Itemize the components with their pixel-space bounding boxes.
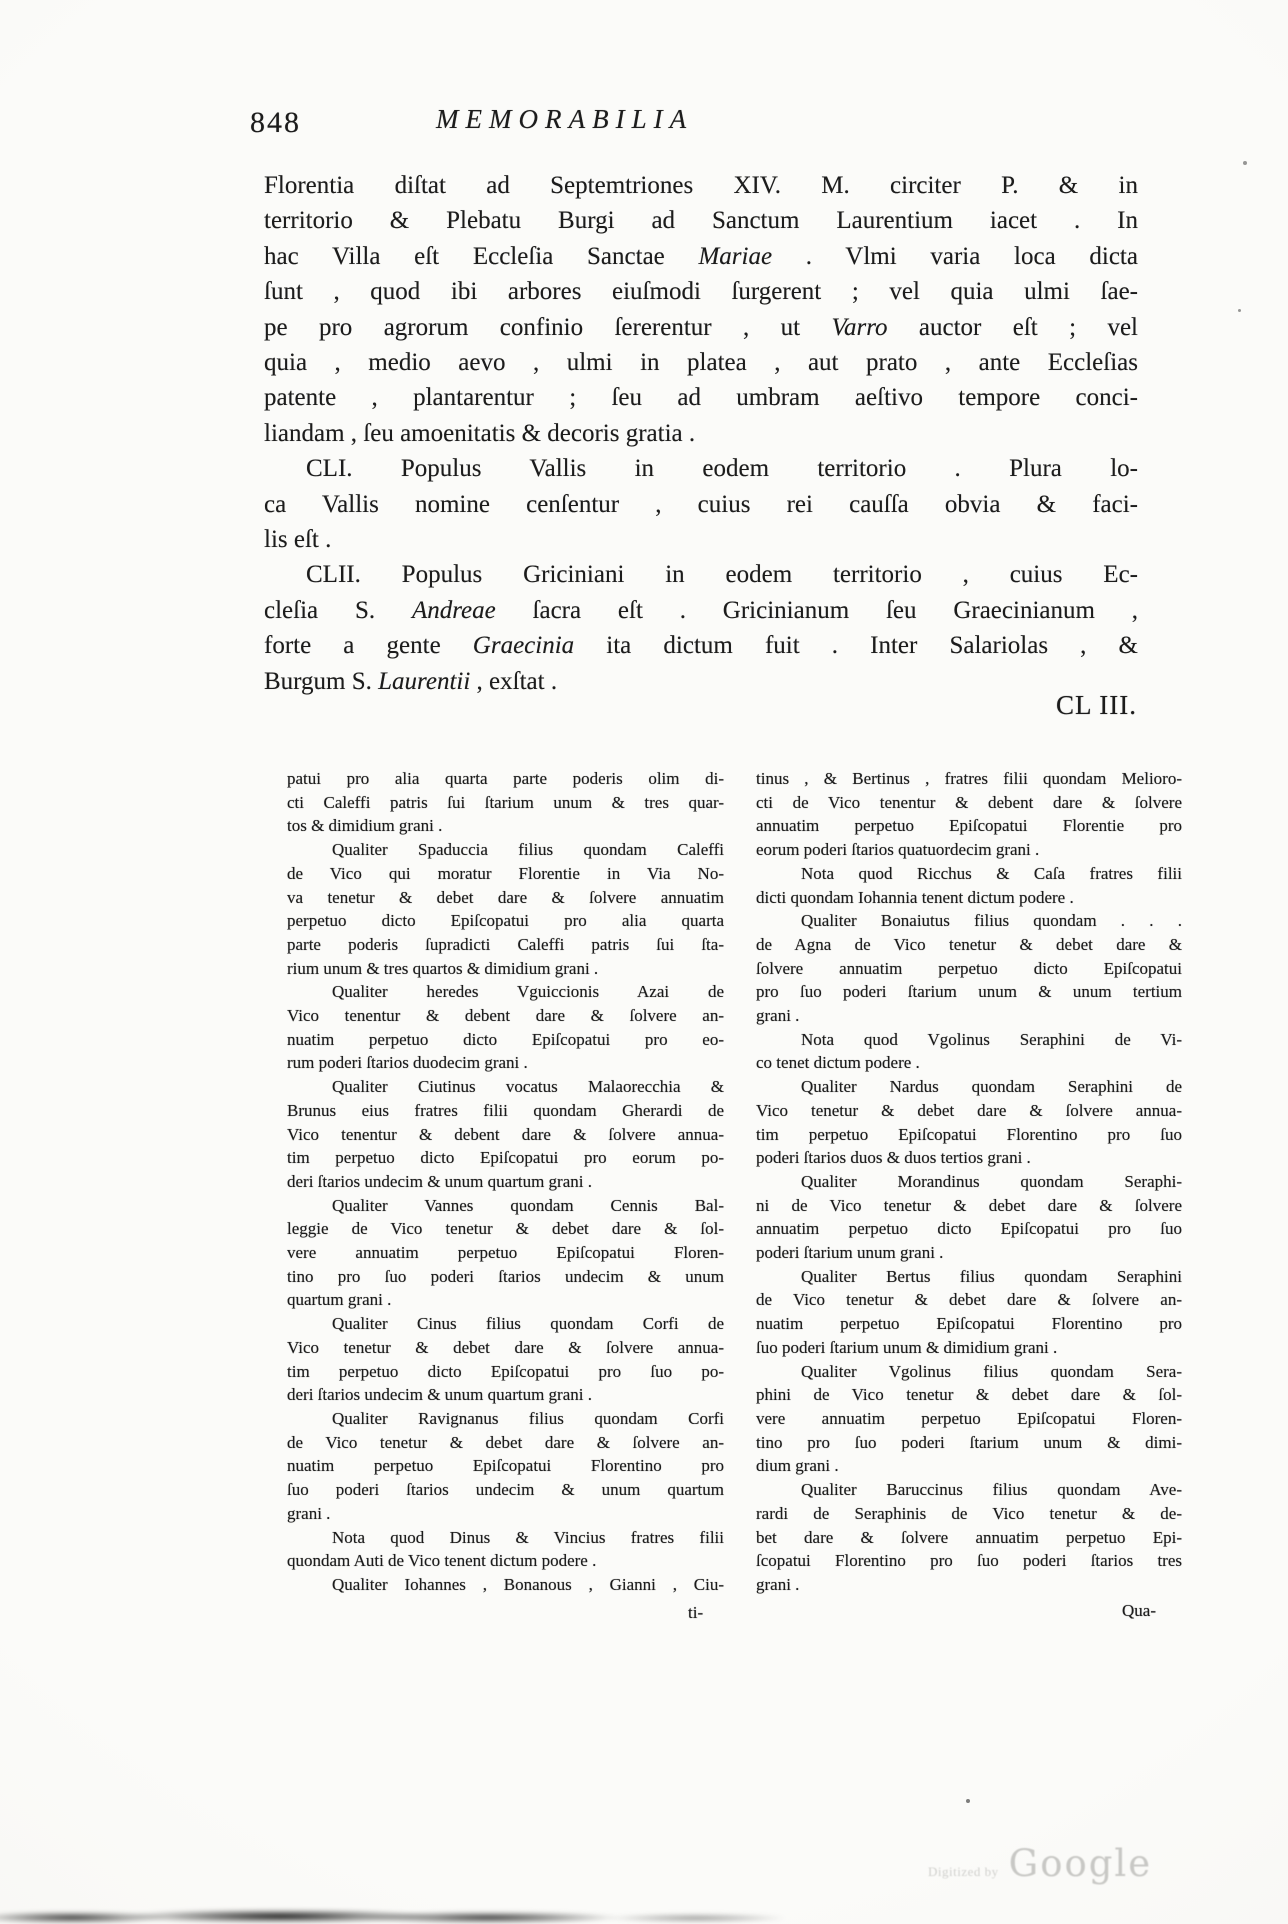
paragraph: [287, 1075, 724, 1194]
text-line: eorum poderi ſtarios quatuordecim grani .: [756, 840, 1040, 860]
text-line: tinus , & Bertinus , fratres filii quondam Melioro-: [756, 769, 1182, 788]
paragraph: [756, 1075, 1182, 1170]
text-line: ca Vallis nomine cenſentur , cuius rei cauſſa obvia & faci-: [264, 490, 1138, 518]
text-line: dium grani .: [756, 1456, 839, 1476]
paragraph: [264, 168, 1138, 451]
left-column: [287, 767, 724, 1597]
text-line: vere annuatim perpetuo Epiſcopatui Floren-: [756, 1408, 1182, 1428]
text-line: Qualiter Ciutinus vocatus Malaorecchia &: [332, 1077, 724, 1097]
text-line: Vico tenetur & debet dare & ſolvere annua-: [756, 1100, 1182, 1120]
text-line: tino pro ſuo poderi ſtarium unum & dimi-: [756, 1432, 1182, 1452]
text-line: quondam Auti de Vico tenent dictum podere .: [287, 1551, 597, 1571]
text-line: ni de Vico tenetur & debet dare & ſolvere: [756, 1195, 1182, 1215]
text-line: Nota quod Vgolinus Seraphini de Vi-: [801, 1029, 1182, 1049]
text-line: patente , plantarentur ; ſeu ad umbram aeſtivo tempore conci-: [264, 384, 1138, 412]
paragraph: [287, 980, 724, 1075]
paragraph: [264, 557, 1138, 699]
paragraph: [756, 1170, 1182, 1265]
text-line: Qualiter Bonaiutus filius quondam . . .: [801, 911, 1182, 931]
text-line: grani .: [756, 1574, 800, 1594]
scan-artifact-bottom-edge: [0, 1902, 792, 1924]
text-line: Qualiter Bertus filius quondam Seraphini: [801, 1266, 1182, 1286]
page-title: MEMORABILIA: [436, 104, 694, 134]
text-line: nuatim perpetuo Epiſcopatui Florentino pro: [756, 1314, 1182, 1334]
paragraph: [287, 838, 724, 980]
text-line: CLI. Populus Vallis in eodem territorio . Plura lo-: [306, 455, 1138, 483]
text-line: tim perpetuo Epiſcopatui Florentino pro ſuo: [756, 1124, 1182, 1144]
text-line: Qualiter Baruccinus filius quondam Ave-: [801, 1480, 1182, 1500]
text-line: Qualiter Ravignanus filius quondam Corfi: [332, 1408, 724, 1428]
ink-speck: [966, 1799, 970, 1803]
text-line: lis eſt .: [264, 526, 332, 554]
text-line: Qualiter Spaduccia filius quondam Caleffi: [332, 840, 724, 860]
text-line: Burgum S. Laurentii , exſtat .: [264, 667, 558, 695]
page-number: 848: [250, 106, 301, 139]
text-line: poderi ſtarium unum grani .: [756, 1243, 944, 1263]
text-line: dicti quondam Iohannia tenent dictum podere .: [756, 887, 1074, 907]
text-line: CLII. Populus Griciniani in eodem territorio , cuius Ec-: [306, 561, 1138, 589]
text-line: ſuo poderi ſtarios undecim & unum quartum: [287, 1480, 724, 1500]
paragraph: [264, 451, 1138, 557]
catchword-left: ti-: [688, 1603, 704, 1622]
right-column: [756, 767, 1182, 1597]
text-line: parte poderis ſupradicti Caleffi patris ſui ſta-: [287, 934, 724, 954]
text-line: quartum grani .: [287, 1290, 392, 1310]
text-line: tim perpetuo dicto Epiſcopatui pro ſuo po-: [287, 1361, 724, 1381]
text-line: va tenetur & debet dare & ſolvere annuatim: [287, 887, 724, 907]
text-line: liandam , ſeu amoenitatis & decoris gratia .: [264, 419, 696, 447]
text-line: territorio & Plebatu Burgi ad Sanctum Laurentium iacet . In: [264, 207, 1138, 235]
text-line: cleſia S. Andreae ſacra eſt . Gricinianum ſeu Graecinianum ,: [264, 596, 1139, 624]
text-line: Qualiter heredes Vguiccionis Azai de: [332, 982, 724, 1002]
text-line: patui pro alia quarta parte poderis olim di-: [287, 769, 724, 788]
text-line: nuatim perpetuo Epiſcopatui Florentino pro: [287, 1456, 724, 1476]
text-line: Qualiter Cinus filius quondam Corfi de: [332, 1314, 724, 1334]
text-line: pe pro agrorum confinio ſererentur , ut Varro auctor eſt ; vel: [264, 313, 1138, 341]
text-line: Brunus eius fratres filii quondam Gherardi de: [287, 1100, 724, 1120]
text-line: tino pro ſuo poderi ſtarios undecim & unum: [287, 1266, 724, 1286]
text-line: tos & dimidium grani .: [287, 816, 443, 836]
text-line: Qualiter Vannes quondam Cennis Bal-: [332, 1195, 724, 1215]
paragraph: [756, 1478, 1182, 1597]
paragraph: [756, 862, 1182, 909]
paragraph: [287, 1194, 724, 1313]
text-line: tim perpetuo dicto Epiſcopatui pro eorum po-: [287, 1148, 724, 1168]
paragraph: [756, 767, 1182, 862]
text-line: cti de Vico tenentur & debent dare & ſolvere: [756, 792, 1182, 812]
text-line: rum poderi ſtarios duodecim grani .: [287, 1053, 528, 1073]
text-line: grani .: [756, 1006, 800, 1026]
text-line: phini de Vico tenetur & debet dare & ſol-: [756, 1385, 1182, 1405]
ink-speck: [1238, 309, 1241, 312]
text-line: annuatim perpetuo dicto Epiſcopatui pro ſuo: [756, 1219, 1182, 1239]
text-line: Qualiter Nardus quondam Seraphini de: [801, 1077, 1182, 1097]
text-line: deri ſtarios undecim & unum quartum grani .: [287, 1385, 592, 1405]
google-logo: Google: [1008, 1842, 1153, 1885]
text-line: bet dare & ſolvere annuatim perpetuo Epi-: [756, 1527, 1182, 1547]
text-line: vere annuatim perpetuo Epiſcopatui Floren-: [287, 1243, 724, 1263]
main-text-block: [264, 168, 1138, 699]
text-line: ſunt , quod ibi arbores eiuſmodi ſurgerent ; vel quia ulmi ſae-: [264, 278, 1138, 306]
text-line: Vico tenentur & debent dare & ſolvere annua-: [287, 1124, 724, 1144]
text-line: de Agna de Vico tenetur & debet dare &: [756, 934, 1182, 954]
text-line: ſolvere annuatim perpetuo dicto Epiſcopatui: [756, 958, 1182, 978]
text-line: de Vico tenetur & debet dare & ſolvere an-: [287, 1432, 724, 1452]
paragraph: [756, 1265, 1182, 1360]
text-line: quia , medio aevo , ulmi in platea , aut prato , ante Eccleſias: [264, 349, 1138, 377]
text-line: forte a gente Graecinia ita dictum fuit . Inter Salariolas , &: [264, 632, 1138, 660]
paragraph: [287, 1573, 724, 1597]
text-line: de Vico qui moratur Florentie in Via No-: [287, 863, 724, 883]
google-watermark: [928, 1842, 1152, 1885]
text-line: cti Caleffi patris ſui ſtarium unum & tres quar-: [287, 792, 724, 812]
text-line: ſcopatui Florentino pro ſuo poderi ſtarios tres: [756, 1551, 1182, 1571]
paragraph: [287, 1407, 724, 1526]
text-line: nuatim perpetuo dicto Epiſcopatui pro eo-: [287, 1029, 724, 1049]
text-line: ſuo poderi ſtarium unum & dimidium grani .: [756, 1337, 1058, 1357]
paragraph: [287, 1312, 724, 1407]
catchword-right: Qua-: [1122, 1601, 1156, 1620]
text-line: perpetuo dicto Epiſcopatui pro alia quarta: [287, 911, 724, 931]
text-line: pro ſuo poderi ſtarium unum & unum tertium: [756, 982, 1182, 1002]
text-line: Vico tenentur & debent dare & ſolvere an-: [287, 1006, 724, 1026]
paragraph: [756, 1360, 1182, 1479]
text-line: grani .: [287, 1503, 331, 1523]
text-line: Qualiter Iohannes , Bonanous , Gianni , Ciu-: [332, 1574, 724, 1594]
text-line: deri ſtarios undecim & unum quartum grani .: [287, 1171, 592, 1191]
text-line: leggie de Vico tenetur & debet dare & ſol-: [287, 1219, 724, 1239]
text-line: Qualiter Morandinus quondam Seraphi-: [801, 1171, 1182, 1191]
paragraph: [756, 1028, 1182, 1075]
text-line: Nota quod Ricchus & Caſa fratres filii: [801, 863, 1182, 883]
text-line: co tenet dictum podere .: [756, 1053, 920, 1073]
text-line: annuatim perpetuo Epiſcopatui Florentie pro: [756, 816, 1182, 836]
text-line: rardi de Seraphinis de Vico tenetur & de-: [756, 1503, 1182, 1523]
text-line: Florentia diſtat ad Septemtriones XIV. M. circiter P. & in: [264, 172, 1138, 199]
section-marker: CL III.: [1056, 690, 1137, 720]
text-line: de Vico tenetur & debet dare & ſolvere an-: [756, 1290, 1182, 1310]
paragraph: [756, 909, 1182, 1028]
paragraph: [287, 767, 724, 838]
text-line: poderi ſtarios duos & duos tertios grani .: [756, 1148, 1031, 1168]
text-line: Qualiter Vgolinus filius quondam Sera-: [801, 1361, 1182, 1381]
digitized-by-label: Digitized by: [928, 1864, 999, 1879]
text-line: Vico tenetur & debet dare & ſolvere annua-: [287, 1337, 724, 1357]
text-line: Nota quod Dinus & Vincius fratres filii: [332, 1527, 724, 1547]
text-line: rium unum & tres quartos & dimidium grani .: [287, 958, 599, 978]
text-line: hac Villa eſt Eccleſia Sanctae Mariae . Vlmi varia loca dicta: [264, 242, 1138, 270]
paragraph: [287, 1526, 724, 1573]
ink-speck: [1243, 161, 1247, 165]
